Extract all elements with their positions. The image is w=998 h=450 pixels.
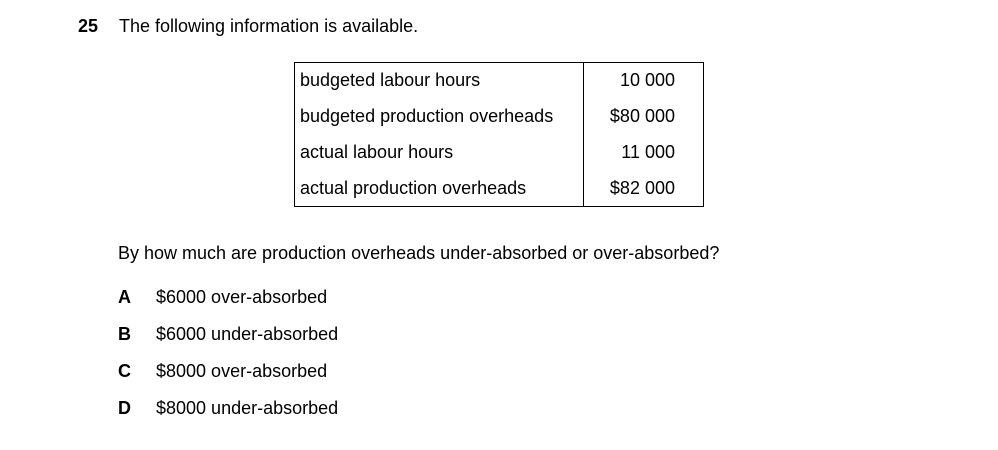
option-a[interactable] [118, 287, 338, 324]
option-c[interactable] [118, 361, 338, 398]
question-number: 25 [78, 16, 99, 36]
information-table [294, 62, 704, 207]
option-b[interactable] [118, 324, 338, 361]
table-row [295, 171, 704, 207]
row-value: $80 000 [609, 106, 675, 126]
option-text: $8000 under-absorbed [156, 398, 339, 418]
option-text: $8000 over-absorbed [156, 361, 328, 381]
question-intro: The following information is available. [119, 16, 419, 36]
option-d[interactable] [118, 398, 338, 435]
row-value: 11 000 [621, 142, 675, 162]
row-label: actual production overheads [295, 171, 584, 207]
table-row [295, 99, 704, 135]
option-letter: C [118, 361, 131, 381]
table-row [295, 135, 704, 171]
row-value: $82 000 [609, 177, 675, 198]
table-row [295, 63, 704, 99]
option-text: $6000 over-absorbed [156, 287, 328, 307]
option-text: $6000 under-absorbed [156, 324, 339, 344]
row-value: 10 000 [619, 70, 675, 91]
option-letter: A [118, 287, 131, 307]
row-label: budgeted production overheads [295, 99, 584, 135]
question-prompt: By how much are production overheads under-absorbed or over-absorbed? [118, 243, 720, 263]
row-label: budgeted labour hours [295, 63, 584, 99]
option-letter: D [118, 398, 131, 418]
option-letter: B [118, 324, 131, 344]
row-label: actual labour hours [295, 135, 584, 171]
answer-options [118, 287, 338, 435]
